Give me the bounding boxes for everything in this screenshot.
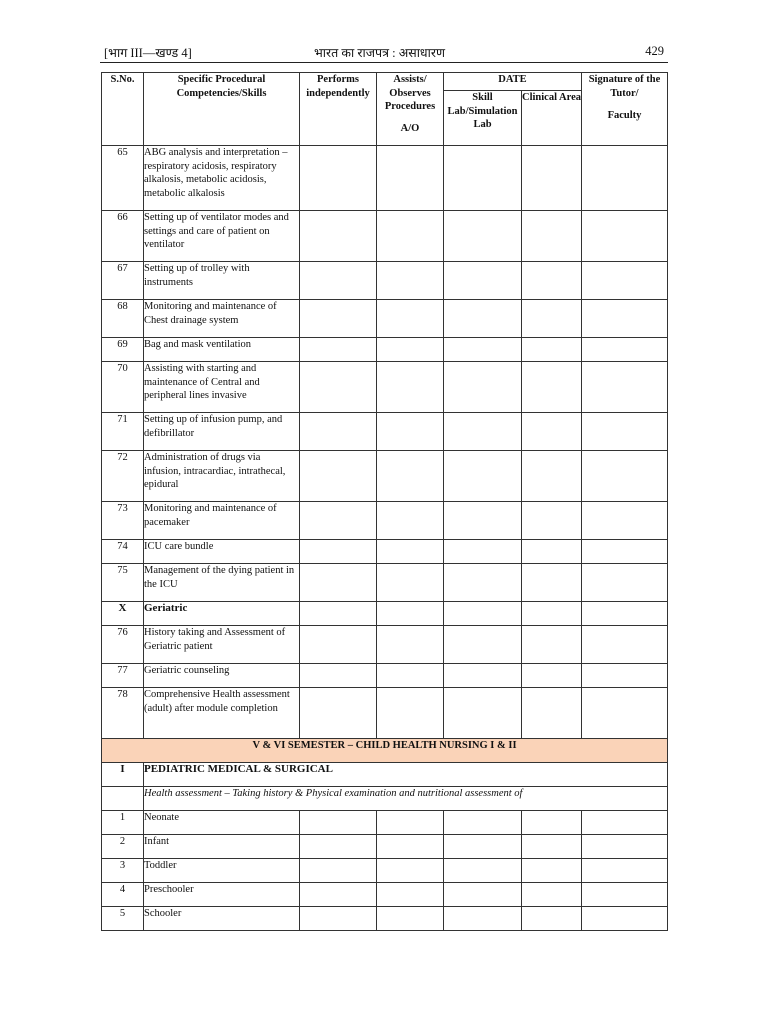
row-skill: Administration of drugs via infusion, intracardiac, intrathecal, epidural — [144, 451, 300, 502]
clinical-date-cell — [522, 413, 582, 451]
performs-cell — [300, 211, 377, 262]
row-skill: Schooler — [144, 907, 300, 931]
signature-cell — [582, 146, 668, 211]
row-sno: 74 — [102, 540, 144, 564]
table-row — [102, 146, 668, 211]
assists-cell — [377, 626, 444, 664]
row-sno: 72 — [102, 451, 144, 502]
signature-cell — [582, 883, 668, 907]
row-sno: 70 — [102, 362, 144, 413]
table-row — [102, 835, 668, 859]
semester-heading: V & VI SEMESTER – CHILD HEALTH NURSING I & II — [102, 739, 668, 763]
note-row — [102, 787, 668, 811]
row-skill: Setting up of ventilator modes and settings and care of patient on ventilator — [144, 211, 300, 262]
skill-lab-date-cell — [444, 502, 522, 540]
row-sno: 69 — [102, 338, 144, 362]
clinical-date-cell — [522, 451, 582, 502]
signature-cell — [582, 564, 668, 602]
section-title: PEDIATRIC MEDICAL & SURGICAL — [144, 763, 668, 787]
row-skill: Infant — [144, 835, 300, 859]
signature-cell — [582, 502, 668, 540]
signature-cell — [582, 451, 668, 502]
table-row — [102, 540, 668, 564]
signature-label: Signature of the Tutor/ — [588, 74, 661, 99]
signature-cell — [582, 262, 668, 300]
section-title: Geriatric — [144, 602, 300, 626]
row-skill: Monitoring and maintenance of Chest drainage system — [144, 300, 300, 338]
row-skill: ABG analysis and interpretation – respiratory acidosis, respiratory alkalosis, metabolic acidosis, metabolic alkalosis — [144, 146, 300, 211]
skill-lab-date-cell — [444, 602, 522, 626]
performs-cell — [300, 564, 377, 602]
assists-cell — [377, 362, 444, 413]
row-sno: 65 — [102, 146, 144, 211]
page-number: 429 — [645, 44, 664, 58]
row-sno: 77 — [102, 664, 144, 688]
table-row — [102, 300, 668, 338]
table-row — [102, 883, 668, 907]
row-sno: 68 — [102, 300, 144, 338]
signature-cell — [582, 540, 668, 564]
skill-lab-date-cell — [444, 300, 522, 338]
skill-lab-date-cell — [444, 883, 522, 907]
table-row — [102, 262, 668, 300]
clinical-date-cell — [522, 362, 582, 413]
assists-label: Assists/ Observes Procedures — [384, 74, 436, 112]
section-number: I — [102, 763, 144, 787]
assists-cell — [377, 502, 444, 540]
table-row — [102, 811, 668, 835]
assists-cell — [377, 540, 444, 564]
signature-cell — [582, 664, 668, 688]
assists-cell — [377, 883, 444, 907]
signature-cell — [582, 338, 668, 362]
performs-cell — [300, 362, 377, 413]
table-row — [102, 502, 668, 540]
header-rule — [100, 62, 668, 63]
clinical-date-cell — [522, 540, 582, 564]
col-header-date: DATE — [444, 73, 582, 91]
competency-table — [101, 72, 668, 931]
row-skill: Comprehensive Health assessment (adult) after module completion — [144, 688, 300, 739]
clinical-date-cell — [522, 211, 582, 262]
row-sno: 71 — [102, 413, 144, 451]
header-row — [102, 73, 668, 91]
signature-cell — [582, 362, 668, 413]
skill-lab-date-cell — [444, 338, 522, 362]
clinical-date-cell — [522, 602, 582, 626]
table-row — [102, 688, 668, 739]
clinical-date-cell — [522, 262, 582, 300]
clinical-date-cell — [522, 338, 582, 362]
signature-cell — [582, 300, 668, 338]
clinical-date-cell — [522, 146, 582, 211]
row-skill: Setting up of trolley with instruments — [144, 262, 300, 300]
assists-cell — [377, 907, 444, 931]
row-skill: ICU care bundle — [144, 540, 300, 564]
skill-lab-date-cell — [444, 688, 522, 739]
performs-cell — [300, 502, 377, 540]
clinical-date-cell — [522, 859, 582, 883]
skill-lab-date-cell — [444, 262, 522, 300]
signature-cell — [582, 626, 668, 664]
signature-cell — [582, 413, 668, 451]
table-row — [102, 362, 668, 413]
performs-cell — [300, 540, 377, 564]
col-header-assists — [377, 73, 444, 146]
skill-lab-date-cell — [444, 564, 522, 602]
row-skill: Monitoring and maintenance of pacemaker — [144, 502, 300, 540]
skill-lab-date-cell — [444, 362, 522, 413]
performs-cell — [300, 146, 377, 211]
performs-cell — [300, 413, 377, 451]
assists-cell — [377, 811, 444, 835]
col-header-performs: Performs independently — [300, 73, 377, 146]
skill-lab-date-cell — [444, 451, 522, 502]
blank-sno-cell — [102, 787, 144, 811]
performs-cell — [300, 859, 377, 883]
table-row — [102, 413, 668, 451]
table-row — [102, 211, 668, 262]
section-number: X — [102, 602, 144, 626]
clinical-date-cell — [522, 564, 582, 602]
skill-lab-date-cell — [444, 859, 522, 883]
col-header-sno: S.No. — [102, 73, 144, 146]
clinical-date-cell — [522, 626, 582, 664]
performs-cell — [300, 835, 377, 859]
clinical-date-cell — [522, 664, 582, 688]
row-skill: History taking and Assessment of Geriatric patient — [144, 626, 300, 664]
assists-cell — [377, 688, 444, 739]
assists-cell — [377, 262, 444, 300]
performs-cell — [300, 664, 377, 688]
signature-cell — [582, 688, 668, 739]
section-row-geriatric — [102, 602, 668, 626]
row-sno: 73 — [102, 502, 144, 540]
table-row — [102, 626, 668, 664]
skill-lab-date-cell — [444, 211, 522, 262]
clinical-date-cell — [522, 300, 582, 338]
performs-cell — [300, 300, 377, 338]
row-skill: Neonate — [144, 811, 300, 835]
table-row — [102, 859, 668, 883]
signature-cell — [582, 859, 668, 883]
running-header — [104, 44, 664, 62]
section-row-pediatric — [102, 763, 668, 787]
clinical-date-cell — [522, 688, 582, 739]
skill-lab-date-cell — [444, 413, 522, 451]
row-sno: 1 — [102, 811, 144, 835]
performs-cell — [300, 262, 377, 300]
signature-cell — [582, 907, 668, 931]
table-row — [102, 907, 668, 931]
performs-cell — [300, 688, 377, 739]
row-skill: Management of the dying patient in the ICU — [144, 564, 300, 602]
table-row — [102, 664, 668, 688]
row-skill: Bag and mask ventilation — [144, 338, 300, 362]
signature-cell — [582, 602, 668, 626]
assists-cell — [377, 451, 444, 502]
assists-cell — [377, 602, 444, 626]
signature-cell — [582, 835, 668, 859]
assists-cell — [377, 146, 444, 211]
skill-lab-date-cell — [444, 626, 522, 664]
table-row — [102, 338, 668, 362]
assists-cell — [377, 338, 444, 362]
table-row — [102, 564, 668, 602]
col-header-skill: Specific Procedural Competencies/Skills — [144, 73, 300, 146]
assists-cell — [377, 413, 444, 451]
assists-cell — [377, 300, 444, 338]
row-sno: 76 — [102, 626, 144, 664]
performs-cell — [300, 338, 377, 362]
gazette-title: भारत का राजपत्र : असाधारण — [314, 46, 446, 60]
assists-cell — [377, 211, 444, 262]
signature-cell — [582, 211, 668, 262]
col-header-skill-lab: Skill Lab/Simulation Lab — [444, 91, 522, 146]
clinical-date-cell — [522, 883, 582, 907]
clinical-date-cell — [522, 907, 582, 931]
assists-cell — [377, 564, 444, 602]
row-sno: 4 — [102, 883, 144, 907]
performs-cell — [300, 626, 377, 664]
row-sno: 3 — [102, 859, 144, 883]
performs-cell — [300, 602, 377, 626]
assists-cell — [377, 859, 444, 883]
clinical-date-cell — [522, 811, 582, 835]
faculty-label: Faculty — [607, 110, 642, 121]
assists-cell — [377, 835, 444, 859]
row-skill: Assisting with starting and maintenance of Central and peripheral lines invasive — [144, 362, 300, 413]
clinical-date-cell — [522, 835, 582, 859]
skill-lab-date-cell — [444, 146, 522, 211]
row-skill: Geriatric counseling — [144, 664, 300, 688]
skill-lab-date-cell — [444, 540, 522, 564]
skill-lab-date-cell — [444, 664, 522, 688]
performs-cell — [300, 883, 377, 907]
row-skill: Toddler — [144, 859, 300, 883]
row-sno: 78 — [102, 688, 144, 739]
skill-lab-date-cell — [444, 907, 522, 931]
skill-lab-date-cell — [444, 811, 522, 835]
row-sno: 67 — [102, 262, 144, 300]
signature-cell — [582, 811, 668, 835]
table-row — [102, 451, 668, 502]
col-header-clinical: Clinical Area — [522, 91, 582, 146]
row-sno: 75 — [102, 564, 144, 602]
part-section-label: [भाग III—खण्ड 4] — [104, 46, 192, 60]
assists-code: A/O — [400, 122, 420, 134]
performs-cell — [300, 451, 377, 502]
row-sno: 66 — [102, 211, 144, 262]
clinical-date-cell — [522, 502, 582, 540]
semester-band-row — [102, 739, 668, 763]
row-skill: Setting up of infusion pump, and defibrillator — [144, 413, 300, 451]
assists-cell — [377, 664, 444, 688]
row-sno: 5 — [102, 907, 144, 931]
performs-cell — [300, 907, 377, 931]
skill-lab-date-cell — [444, 835, 522, 859]
row-sno: 2 — [102, 835, 144, 859]
row-skill: Preschooler — [144, 883, 300, 907]
performs-cell — [300, 811, 377, 835]
health-assessment-note: Health assessment – Taking history & Physical examination and nutritional assessment of — [144, 787, 668, 811]
col-header-signature — [582, 73, 668, 146]
